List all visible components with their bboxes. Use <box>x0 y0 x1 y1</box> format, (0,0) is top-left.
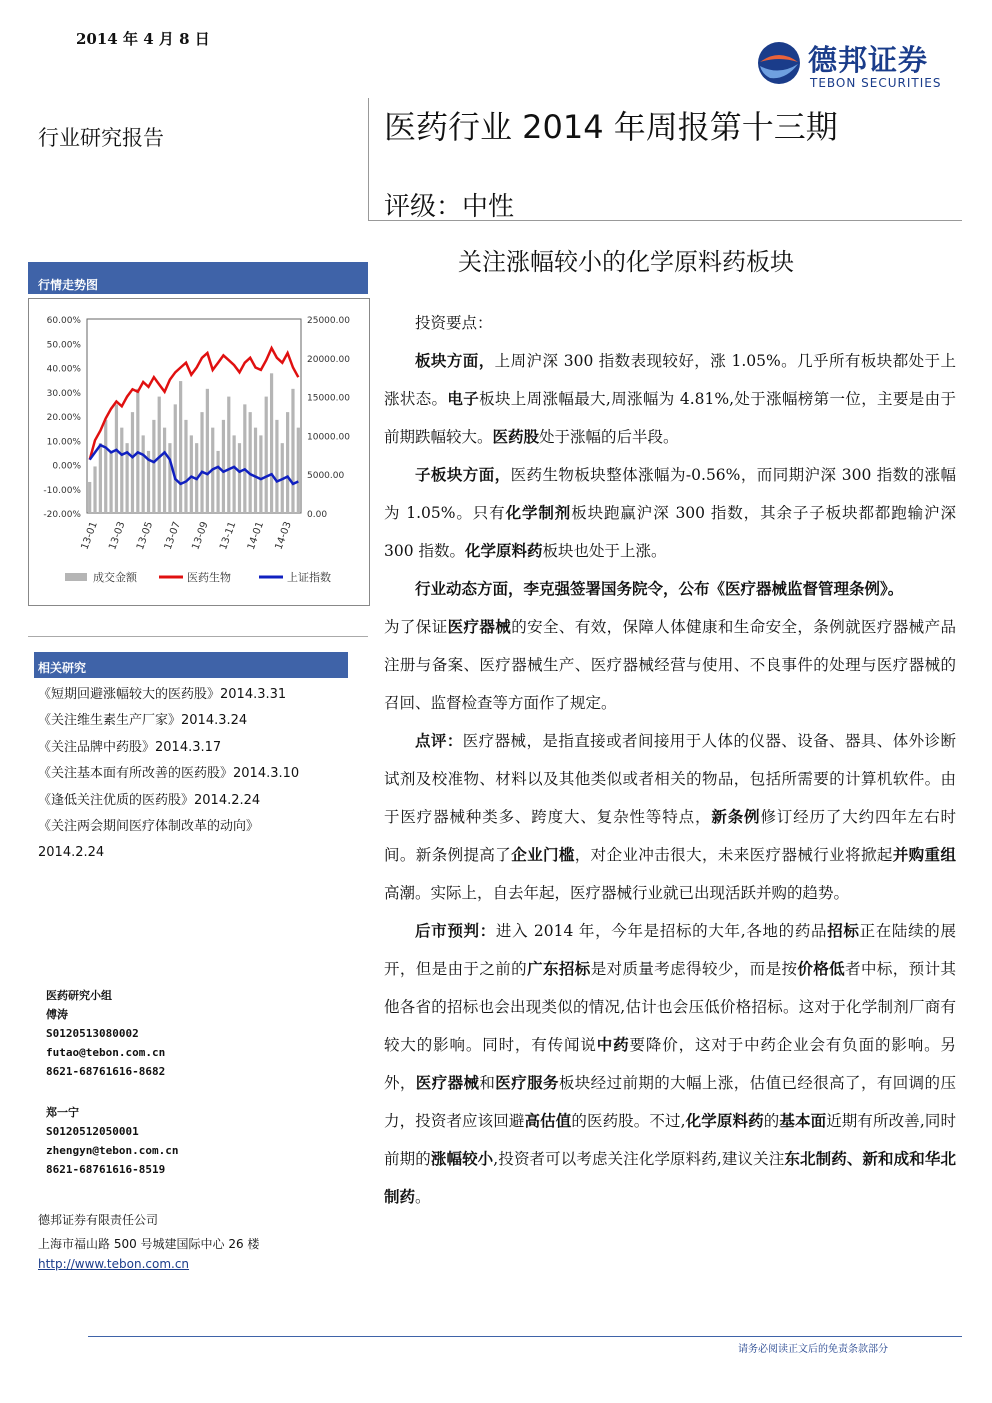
related-item[interactable]: 《关注两会期间医疗体制改革的动向》 <box>38 819 260 835</box>
analyst-phone: 8621-68761616-8519 <box>46 1163 166 1176</box>
header-divider-vertical <box>368 98 369 220</box>
volume-bar <box>168 443 171 513</box>
body-emph: 涨幅较小 <box>430 1149 494 1168</box>
body-text-span: 修订经历了大约四年左右时间。新条例提高了 <box>384 808 956 864</box>
body-lead: 后市预判： <box>415 921 496 940</box>
body-emph: 高估值 <box>524 1111 572 1130</box>
company-name: 德邦证券有限责任公司 <box>38 1213 159 1227</box>
related-item[interactable]: 《关注维生素生产厂家》2014.3.24 <box>38 713 248 729</box>
footer-divider <box>88 1336 962 1337</box>
volume-bar <box>275 420 278 513</box>
chart-panel-heading-label: 行情走势图 <box>38 278 99 292</box>
report-date: 2014 年 4 月 8 日 <box>76 30 210 48</box>
volume-bar <box>200 412 203 513</box>
volume-bar <box>238 443 241 513</box>
tebon-logo-icon <box>756 40 802 86</box>
body-lead: 板块方面， <box>415 351 495 370</box>
volume-bar <box>206 389 209 513</box>
body-emph: 广东招标 <box>527 959 591 978</box>
company-website-link[interactable]: http://www.tebon.com.cn <box>38 1257 190 1271</box>
body-emph: 化学制剂 <box>505 503 572 522</box>
related-item: 2014.2.24 <box>38 845 105 861</box>
body-lead: 子板块方面， <box>415 465 511 484</box>
body-emph: 中药 <box>596 1035 630 1054</box>
body-text-span: ，对企业冲击很大，未来医疗器械行业将掀起 <box>574 846 893 864</box>
report-title: 医药行业 2014 年周报第十三期 <box>384 108 838 146</box>
volume-bar <box>254 428 257 513</box>
plot-area <box>87 319 301 513</box>
y-left-tick-label: 20.00% <box>46 413 81 423</box>
logo-name-cn: 德邦证券 <box>808 43 929 77</box>
body-text-span: 上周沪深 300 指数表现较好，涨 1.05%。几乎所有板块都处于上涨状态。 <box>384 352 956 408</box>
volume-bar <box>93 466 96 513</box>
body-paragraph <box>384 722 956 912</box>
volume-bar <box>297 428 300 513</box>
body-emph: 化学原料药 <box>465 541 543 560</box>
volume-bar <box>163 428 166 513</box>
body-text-span: 医药生物板块整体涨幅为-0.56%，而同期沪深 300 指数的涨幅为 1.05%。只有 <box>384 466 956 522</box>
market-chart-svg <box>29 299 369 605</box>
related-item[interactable]: 《逢低关注优质的医药股》2014.2.24 <box>38 792 261 808</box>
chart-panel-heading <box>28 262 368 294</box>
volume-bar <box>99 443 102 513</box>
volume-bar <box>190 435 193 513</box>
body-emph: 价格低 <box>797 959 846 978</box>
related-heading-label: 相关研究 <box>38 661 87 675</box>
analyst-name: 傅涛 <box>46 1008 68 1021</box>
legend-label: 成交金额 <box>93 571 137 584</box>
body-paragraph <box>384 912 956 1216</box>
body-text-span: 高潮。实际上，自去年起，医疗器械行业就已出现活跃并购的趋势。 <box>384 884 850 902</box>
volume-bar <box>184 420 187 513</box>
body-emph: 东北制药、新和成和华北制药 <box>384 1149 956 1206</box>
body-lead: 行业动态方面，李克强签署国务院令，公布《医疗器械监督管理条例》。 <box>415 579 904 598</box>
body-emph: 新条例 <box>711 807 761 826</box>
x-tick-label: 14-01 <box>245 520 267 552</box>
related-item[interactable]: 《关注基本面有所改善的医药股》2014.3.10 <box>38 766 300 782</box>
y-right-tick-label: 25000.00 <box>307 316 350 326</box>
logo-name-en: TEBON SECURITIES <box>810 76 942 90</box>
volume-bar <box>131 412 134 513</box>
x-tick-label: 13-09 <box>190 520 211 552</box>
related-list <box>38 682 368 867</box>
y-right-tick-label: 5000.00 <box>307 471 345 482</box>
volume-bar <box>174 404 177 513</box>
market-chart <box>28 298 370 606</box>
legend-label: 医药生物 <box>187 571 231 584</box>
body-intro: 投资要点： <box>415 314 493 332</box>
footer-disclaimer-note: 请务必阅读正文后的免责条款部分 <box>738 1344 888 1355</box>
volume-bar <box>216 451 219 513</box>
y-left-tick-label: 10.00% <box>46 437 81 448</box>
volume-bar <box>136 389 139 513</box>
body-emph: 招标 <box>827 921 860 940</box>
body-text-span: ,投资者可以考虑关注化学原料药,建议关注 <box>493 1150 785 1168</box>
related-item[interactable]: 《短期回避涨幅较大的医药股》2014.3.31 <box>38 687 287 702</box>
body-text-span: 和 <box>479 1074 496 1092</box>
y-right-tick-label: 0.00 <box>307 510 328 520</box>
volume-bar <box>142 435 145 513</box>
x-tick-label: 13-01 <box>79 520 100 552</box>
body-emph: 并购重组 <box>892 845 956 864</box>
body-text-span: 近期有所改善,同时前期的 <box>384 1112 956 1168</box>
body-text-span: 是对质量考虑得较少，而是按 <box>590 960 798 978</box>
company-logo <box>756 38 956 94</box>
body-emph: 企业门槛 <box>511 845 575 864</box>
related-heading <box>34 652 348 678</box>
body-text-span: 正在陆续的展开，但是由于之前的 <box>384 922 956 978</box>
company-address: 上海市福山路 500 号城建国际中心 26 楼 <box>38 1237 260 1251</box>
body-emph: 医药股 <box>492 427 540 446</box>
body-paragraph <box>384 608 956 722</box>
analyst-id: S0120512050001 <box>46 1125 139 1138</box>
volume-bar <box>270 373 273 513</box>
volume-bar <box>265 397 268 513</box>
body-emph: 化学原料药 <box>685 1111 764 1130</box>
body-text-span: 板块经过前期的大幅上涨，估值已经很高了，有回调的压力，投资者应该回避 <box>384 1074 956 1130</box>
y-right-tick-label: 20000.00 <box>307 354 350 365</box>
volume-bar <box>249 412 252 513</box>
y-left-tick-label: -10.00% <box>43 485 81 496</box>
volume-bar <box>152 420 155 513</box>
related-item[interactable]: 《关注品牌中药股》2014.3.17 <box>38 739 222 755</box>
body-emph: 医疗器械 <box>447 617 512 636</box>
volume-bar <box>115 404 118 513</box>
analyst-id: S0120513080002 <box>46 1027 139 1040</box>
report-type: 行业研究报告 <box>38 126 164 150</box>
volume-bar <box>179 381 182 513</box>
body-text-span: 要降价，这对于中药企业会有负面的影响。另外， <box>384 1036 956 1092</box>
x-tick-label: 14-03 <box>273 520 294 552</box>
analyst-email[interactable]: futao@tebon.com.cn <box>46 1046 166 1059</box>
volume-bar <box>120 428 123 513</box>
analyst-email[interactable]: zhengyn@tebon.com.cn <box>46 1144 179 1157</box>
volume-bar <box>259 435 262 513</box>
body-text-span: 板块也处于上涨。 <box>542 542 667 560</box>
body-text-span: 者中标，预计其他各省的招标也会出现类似的情况,估计也会压低价格招标。这对于化学制剂厂商有较大的影响。同时，有传闻说 <box>384 960 956 1054</box>
analyst-name: 郑一宁 <box>46 1106 79 1119</box>
report-subtitle: 关注涨幅较小的化学原料药板块 <box>458 248 794 276</box>
body-text-span: 的安全、有效，保障人体健康和生命安全，条例就医疗器械产品注册与备案、医疗器械生产、医疗器械经营与使用、不良事件的处理与医疗器械的召回、监督检查等方面作了规定。 <box>384 618 956 712</box>
y-left-tick-label: 60.00% <box>46 316 81 326</box>
volume-bar <box>88 482 91 513</box>
x-tick-label: 13-03 <box>107 520 128 552</box>
body-text-span: 的 <box>763 1112 780 1130</box>
team-name: 医药研究小组 <box>46 989 112 1002</box>
y-left-tick-label: 30.00% <box>46 388 81 399</box>
volume-bar <box>109 451 112 513</box>
body-lead: 点评： <box>415 731 463 750</box>
body-emph: 基本面 <box>779 1111 827 1130</box>
related-divider <box>28 636 368 637</box>
body-paragraph <box>384 342 956 456</box>
x-tick-label: 13-07 <box>162 520 183 552</box>
y-left-tick-label: 40.00% <box>46 364 81 375</box>
body-text-span: 板块跑赢沪深 300 指数，其余子子板块都都跑输沪深 300 指数。 <box>384 504 956 560</box>
volume-bar <box>286 412 289 513</box>
legend-label: 上证指数 <box>287 571 331 584</box>
x-tick-label: 13-05 <box>134 520 156 552</box>
x-tick-label: 13-11 <box>218 520 239 552</box>
volume-bar <box>243 404 246 513</box>
body-text-span: 处于涨幅的后半段。 <box>539 428 679 446</box>
body-emph: 医疗服务 <box>495 1073 559 1092</box>
company-info <box>38 1210 259 1274</box>
analyst-contacts <box>46 986 178 1179</box>
body-paragraph <box>384 570 956 608</box>
report-body <box>384 304 956 1216</box>
body-emph: 电子 <box>447 389 480 408</box>
body-text-span: 为了保证 <box>384 618 448 636</box>
y-right-tick-label: 10000.00 <box>307 432 350 443</box>
report-rating: 评级：中性 <box>384 192 515 222</box>
volume-bar <box>233 435 236 513</box>
volume-bar <box>227 397 230 513</box>
body-emph: 医疗器械 <box>415 1073 480 1092</box>
y-left-tick-label: 0.00% <box>52 461 81 472</box>
analyst-card <box>46 1103 178 1179</box>
y-right-tick-label: 15000.00 <box>307 393 350 404</box>
legend-swatch <box>65 573 87 581</box>
y-left-tick-label: 50.00% <box>46 340 81 351</box>
body-text-span: 的医药股。不过, <box>571 1112 686 1130</box>
body-paragraph <box>384 456 956 570</box>
volume-bar <box>291 389 294 513</box>
volume-bar <box>104 420 107 513</box>
analyst-card <box>46 1005 178 1081</box>
body-text-span: 板块上周涨幅最大,周涨幅为 4.81%,处于涨幅榜第一位，主要是由于前期跌幅较大。 <box>384 390 956 446</box>
body-text-span: 进入 2014 年，今年是招标的大年,各地的药品 <box>495 922 828 940</box>
y-left-tick-label: -20.00% <box>43 510 81 520</box>
body-text-span: 医疗器械，是指直接或者间接用于人体的仪器、设备、器具、体外诊断试剂及校准物、材料以及其他类似或者相关的物品，包括所需要的计算机软件。由于医疗器械种类多、跨度大、复杂性等特点， <box>384 732 956 826</box>
body-text-span: 。 <box>415 1188 431 1206</box>
analyst-phone: 8621-68761616-8682 <box>46 1065 166 1078</box>
volume-bar <box>222 420 225 513</box>
